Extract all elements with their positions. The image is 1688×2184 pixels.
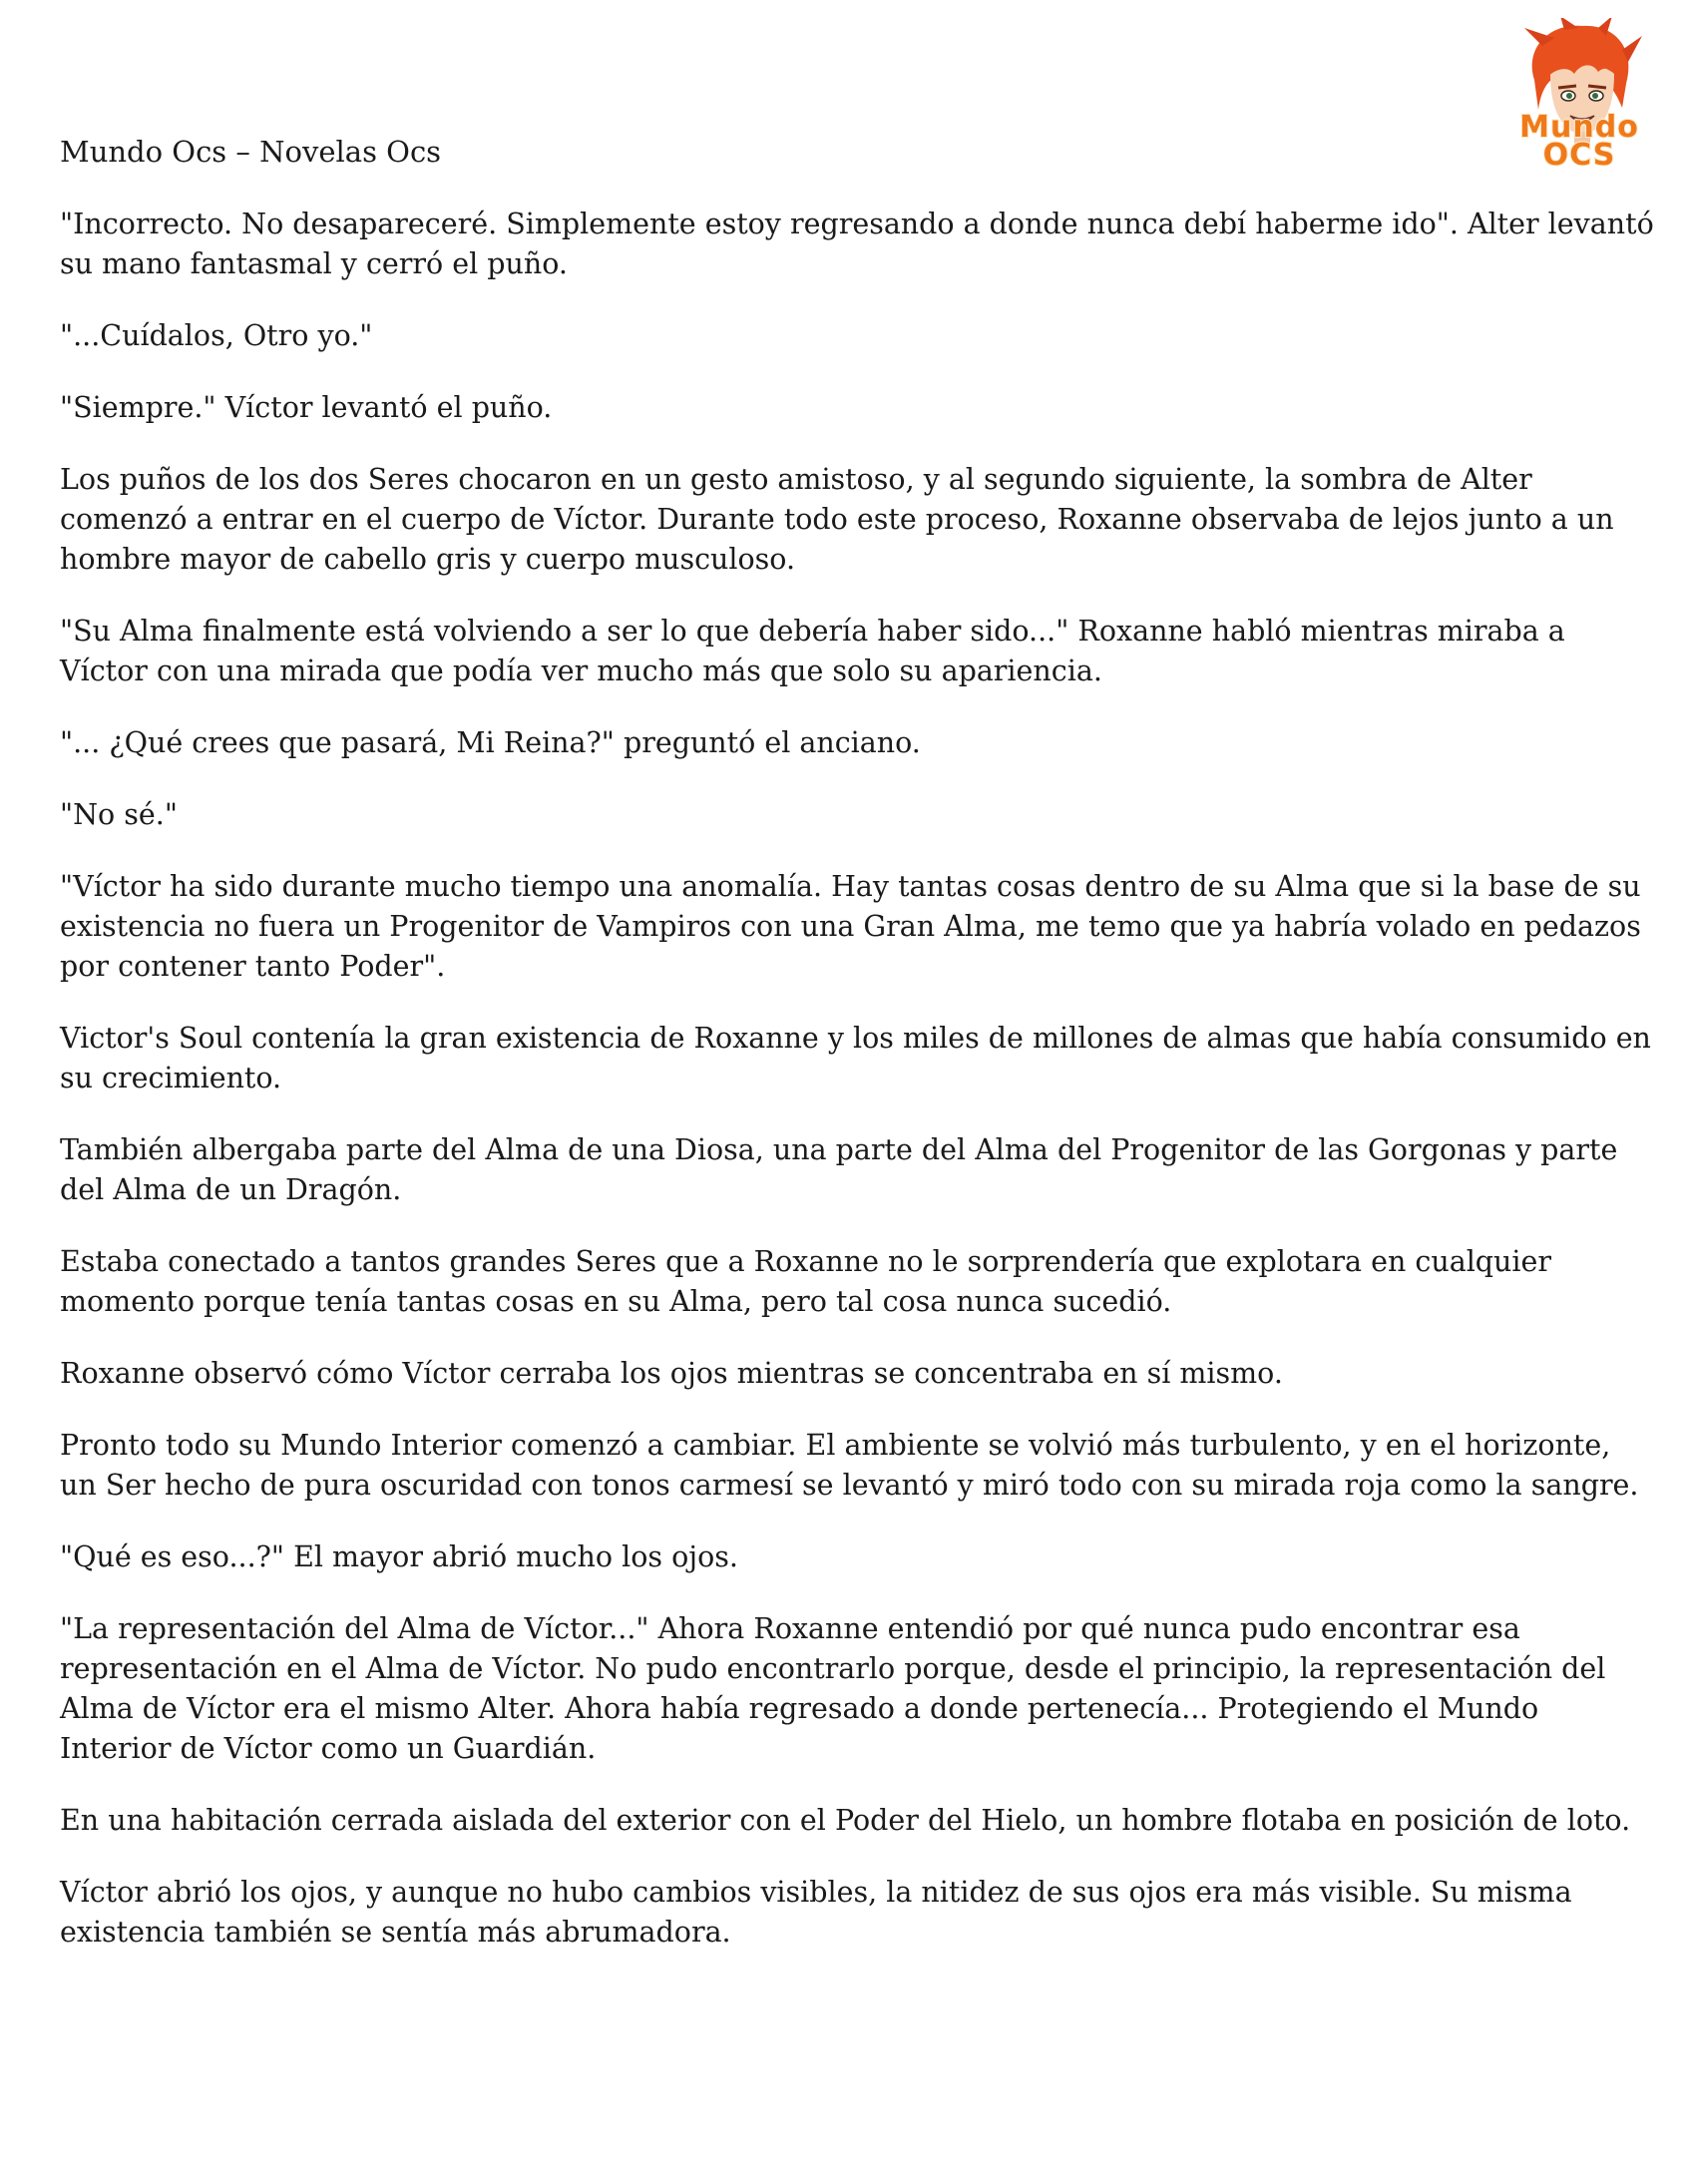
paragraph: También albergaba parte del Alma de una Diosa, una parte del Alma del Progenitor de las Gorgonas y parte del Alma de un Dragón. — [60, 1133, 1618, 1206]
paragraph: Pronto todo su Mundo Interior comenzó a cambiar. El ambiente se volvió más turbulento, y en el horizonte, un Ser hecho de pura oscuridad con tonos carmesí se levantó y miró todo con su mirada roja como la sangre. — [60, 1429, 1639, 1502]
paragraph: "Incorrecto. No desapareceré. Simplemente estoy regresando a donde nunca debí haberme ido". Alter levantó su mano fantasmal y cerró el puño. — [60, 208, 1654, 280]
logo-text: Mundo OCS — [1519, 110, 1639, 173]
document-body — [60, 205, 1656, 1984]
paragraph: "... ¿Qué crees que pasará, Mi Reina?" preguntó el anciano. — [60, 726, 921, 759]
paragraph: "Su Alma finalmente está volviendo a ser lo que debería haber sido..." Roxanne habló mientras miraba a Víctor con una mirada que podía ver mucho más que solo su apariencia. — [60, 615, 1565, 687]
paragraph: "Víctor ha sido durante mucho tiempo una anomalía. Hay tantas cosas dentro de su Alma que si la base de su existencia no fuera un Progenitor de Vampiros con una Gran Alma, me temo que ya habría volado en pedazos por contener tanto Poder". — [60, 870, 1641, 983]
mundo-ocs-logo — [1494, 18, 1664, 178]
paragraph: Victor's Soul contenía la gran existencia de Roxanne y los miles de millones de almas que había consumido en su crecimiento. — [60, 1022, 1651, 1094]
paragraph: Víctor abrió los ojos, y aunque no hubo cambios visibles, la nitidez de sus ojos era más visible. Su misma existencia también se sentía más abrumadora. — [60, 1876, 1572, 1949]
paragraph: "Qué es eso...?" El mayor abrió mucho los ojos. — [60, 1540, 738, 1573]
paragraph: Roxanne observó cómo Víctor cerraba los ojos mientras se concentraba en sí mismo. — [60, 1357, 1283, 1390]
paragraph: Los puños de los dos Seres chocaron en un gesto amistoso, y al segundo siguiente, la sombra de Alter comenzó a entrar en el cuerpo de Víctor. Durante todo este proceso, Roxanne observaba de lejos junto a un hombre mayor de cabello gris y cuerpo musculoso. — [60, 463, 1614, 576]
paragraph: "La representación del Alma de Víctor..." Ahora Roxanne entendió por qué nunca pudo encontrar esa representación en el Alma de Víctor. No pudo encontrarlo porque, desde el principio, la representación del Alma de Víctor era el mismo Alter. Ahora había regresado a donde pertenecía... Protegiendo el Mundo Interior de Víctor como un Guardián. — [60, 1612, 1606, 1765]
document-header: Mundo Ocs – Novelas Ocs — [60, 135, 442, 169]
paragraph: "...Cuídalos, Otro yo." — [60, 319, 373, 352]
paragraph: "Siempre." Víctor levantó el puño. — [60, 391, 553, 424]
paragraph: "No sé." — [60, 798, 178, 831]
paragraph: Estaba conectado a tantos grandes Seres que a Roxanne no le sorprendería que explotara en cualquier momento porque tenía tantas cosas en su Alma, pero tal cosa nunca sucedió. — [60, 1245, 1552, 1318]
paragraph: En una habitación cerrada aislada del exterior con el Poder del Hielo, un hombre flotaba en posición de loto. — [60, 1804, 1631, 1837]
